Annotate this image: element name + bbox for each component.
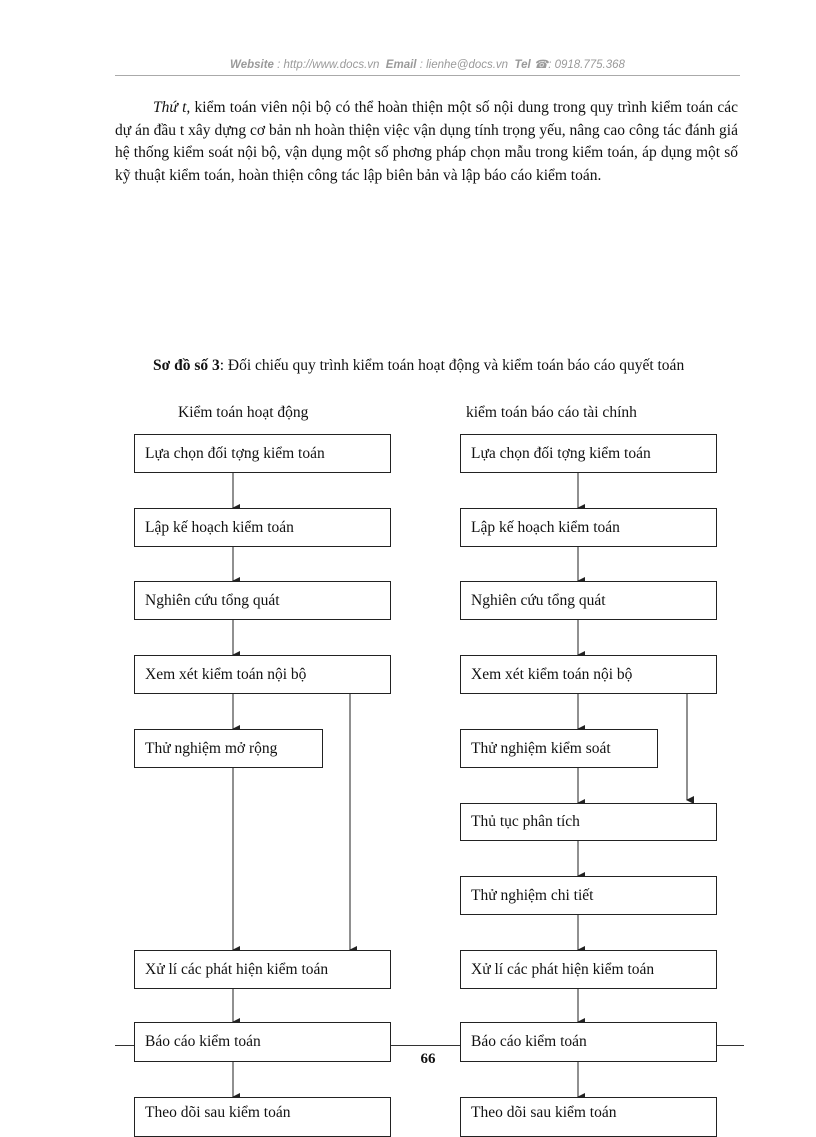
left-step-6: Xử lí các phát hiện kiểm toán — [134, 950, 391, 989]
left-column-title: Kiểm toán hoạt động — [178, 404, 309, 421]
website-label: Website — [230, 59, 274, 71]
right-step-4: Xem xét kiểm toán nội bộ — [460, 655, 717, 694]
left-step-8: Theo dõi sau kiểm toán — [134, 1097, 391, 1137]
left-step-2: Lập kế hoạch kiểm toán — [134, 508, 391, 547]
right-step-3: Nghiên cứu tổng quát — [460, 581, 717, 620]
left-step-4: Xem xét kiểm toán nội bộ — [134, 655, 391, 694]
caption-label: Sơ đồ số 3 — [153, 357, 220, 374]
left-step-7: Báo cáo kiểm toán — [134, 1022, 391, 1062]
footer-rule-left — [115, 1045, 135, 1046]
right-step-6: Thủ tục phân tích — [460, 803, 717, 841]
left-step-3: Nghiên cứu tổng quát — [134, 581, 391, 620]
page-number: 66 — [420, 1051, 436, 1067]
email-value[interactable]: : lienhe@docs.vn — [419, 59, 509, 71]
left-step-1: Lựa chọn đối tợng kiểm toán — [134, 434, 391, 473]
right-step-10: Theo dõi sau kiểm toán — [460, 1097, 717, 1137]
left-step-5: Thử nghiệm mở rộng — [134, 729, 323, 768]
phone-icon: ☎ — [533, 59, 549, 71]
footer-rule-right — [716, 1045, 744, 1046]
right-step-9: Báo cáo kiểm toán — [460, 1022, 717, 1062]
email-label: Email — [385, 59, 417, 71]
right-step-2: Lập kế hoạch kiểm toán — [460, 508, 717, 547]
right-column-title: kiểm toán báo cáo tài chính — [466, 404, 637, 421]
website-value[interactable]: : http://www.docs.vn — [277, 59, 380, 71]
right-step-7: Thử nghiệm chi tiết — [460, 876, 717, 915]
caption-text: : Đối chiếu quy trình kiểm toán hoạt động và kiểm toán báo cáo quyết toán — [219, 357, 685, 374]
right-step-5: Thử nghiệm kiểm soát — [460, 729, 658, 768]
tel-value: : 0918.775.368 — [548, 59, 625, 71]
paragraph-text: kiểm toán viên nội bộ có thể hoàn thiện một số nội dung trong quy trình kiểm toán các dự án đầu t xây dựng cơ bản nh hoàn thiện việc vận dụng tính trọng yếu, nâng cao công tác đánh giá hệ thống kiểm soát nội bộ, vận dụng một số phơng pháp chọn mẫu trong kiểm toán, áp dụng một số kỹ thuật kiểm toán, hoàn thiện công tác lập biên bản và lập báo cáo kiểm toán. — [115, 99, 738, 184]
paragraph-lead: Thứ t, — [153, 99, 191, 116]
right-step-8: Xử lí các phát hiện kiểm toán — [460, 950, 717, 989]
footer-rule-middle — [390, 1045, 460, 1046]
right-step-1: Lựa chọn đối tợng kiểm toán — [460, 434, 717, 473]
tel-label: Tel — [514, 59, 531, 71]
